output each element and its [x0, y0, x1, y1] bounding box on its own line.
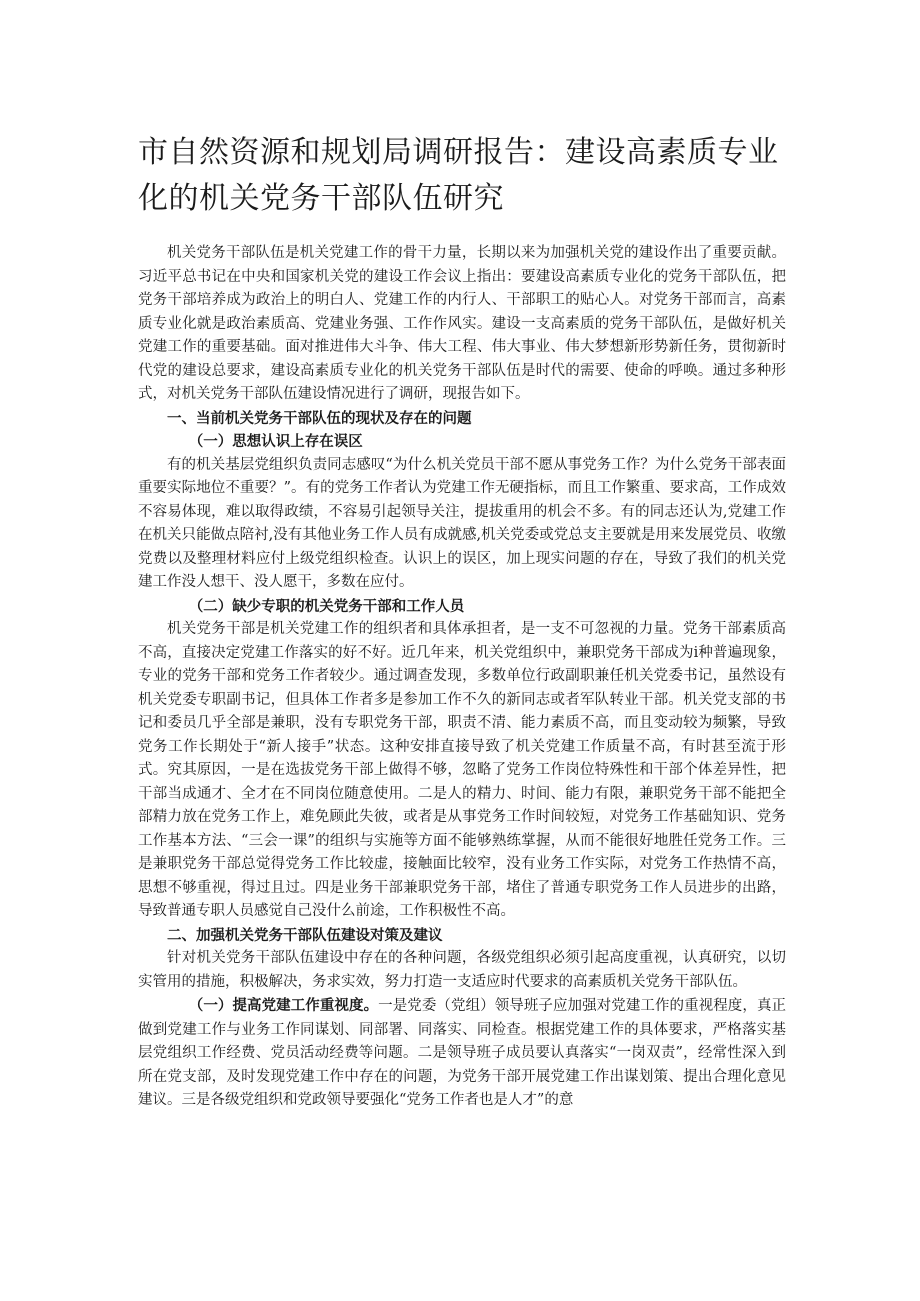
document-page	[138, 130, 786, 1113]
section1-sub2-paragraph: 机关党务干部是机关党建工作的组织者和具体承担者，是一支不可忽视的力量。党务干部素质高不高，直接决定党建工作落实的好不好。近几年来，机关党组织中，兼职党务干部成为i种普遍现象，专业的党务干部和党务工作者较少。通过调查发现，多数单位行政副职兼任机关党委书记，虽然设有机关党委专职副书记，但具体工作者多是参加工作不久的新同志或者军队转业干部。机关党支部的书记和委员几乎全部是兼职，没有专职党务干部，职责不清、能力素质不高，而且变动较为频繁，导致党务工作长期处于“新人接手”状态。这种安排直接导致了机关党建工作质量不高，有时甚至流于形式。究其原因，一是在选拔党务干部上做得不够，忽略了党务工作岗位特殊性和干部个体差异性，把干部当成通才、全才在不同岗位随意使用。二是人的精力、时间、能力有限，兼职党务干部不能把全部精力放在党务工作上，难免顾此失彼，或者是从事党务工作时间较短，对党务工作基础知识、党务工作基本方法、“三会一课”的组织与实施等方面不能够熟练掌握，从而不能很好地胜任党务工作。三是兼职党务干部总觉得党务工作比较虚，接触面比较窄，没有业务工作实际，对党务工作热情不高，思想不够重视，得过且过。四是业务干部兼职党务干部，堵住了普通专职党务工作人员进步的出路，导致普通专职人员感觉自己没什么前途，工作积极性不高。	[138, 621, 786, 919]
section1-sub1-heading: （一）思想认识上存在误区	[188, 433, 363, 450]
section2-sub1-body: 一是党委（党组）领导班子应加强对党建工作的重视程度，真正做到党建工作与业务工作同谋划、同部署、同落实、同检查。根据党建工作的具体要求，严格落实基层党组织工作经费、党员活动经费等问题。二是领导班子成员要认真落实“一岗双责”，经常性深入到所在党支部，及时发现党建工作中存在的问题，为党务干部开展党建工作出谋划策、提出合理化意见建议。三是各级党组织和党政领导要强化“党务工作者也是人才”的意	[138, 998, 787, 1108]
intro-paragraph: 机关党务干部队伍是机关党建工作的骨干力量，长期以来为加强机关党的建设作出了重要贡献。习近平总书记在中央和国家机关党的建设工作会议上指出：要建设高素质专业化的党务干部队伍，把党务干部培养成为政治上的明白人、党建工作的内行人、干部职工的贴心人。对党务干部而言，高素质专业化就是政治素质高、党建业务强、工作作风实。建设一支高素质的党务干部队伍，是做好机关党建工作的重要基础。面对推进伟大斗争、伟大工程、伟大事业、伟大梦想新形势新任务，贯彻新时代党的建设总要求，建设高素质专业化的机关党务干部队伍是时代的需要、使命的呼唤。通过多种形式，对机关党务干部队伍建设情况进行了调研，现报告如下。	[138, 245, 786, 402]
section1-sub1-paragraph: 有的机关基层党组织负责同志感叹“为什么机关党员干部不愿从事党务工作？为什么党务干部表面重要实际地位不重要？”。有的党务工作者认为党建工作无硬指标，而且工作繁重、要求高，工作成效不容易体现，难以取得政绩，不容易引起领导关注，提拔重用的机会不多。有的同志还认为,党建工作在机关只能做点陪衬,没有其他业务工作人员有成就感,机关党委或党总支主要就是用来发展党员、收缴党费以及整理材料应付上级党组织检查。认识上的误区，加上现实问题的存在，导致了我们的机关党建工作没人想干、没人愿干，多数在应付。	[138, 456, 786, 590]
document-title: 市自然资源和规划局调研报告：建设高素质专业化的机关党务干部队伍研究	[138, 135, 779, 216]
section2-heading: 二、加强机关党务干部队伍建设对策及建议	[167, 926, 443, 944]
section1-sub2-heading: （二）缺少专职的机关党务干部和工作人员	[188, 597, 465, 615]
section2-paragraph: 针对机关党务干部队伍建设中存在的各种问题，各级党组织必须引起高度重视，认真研究，以切实管用的措施，积极解决，务求实效，努力打造一支适应时代要求的高素质机关党务干部队伍。	[138, 950, 786, 990]
section1-heading: 一、当前机关党务干部队伍的现状及存在的问题	[167, 409, 472, 427]
section2-sub1-lead: （一）提高党建工作重视度。	[188, 997, 379, 1014]
section2-sub1-paragraph	[138, 994, 786, 1113]
